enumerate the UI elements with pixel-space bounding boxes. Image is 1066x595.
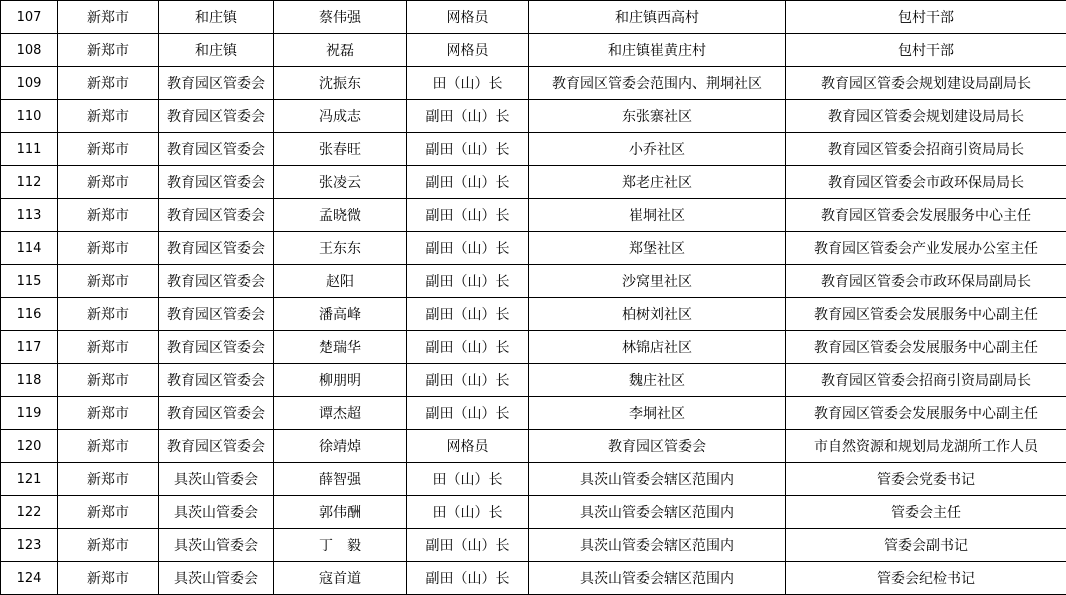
town-cell: 教育园区管委会 xyxy=(159,298,274,331)
serial-number-cell: 111 xyxy=(1,133,58,166)
responsible-area-cell: 具茨山管委会辖区范围内 xyxy=(529,562,786,595)
city-cell: 新郑市 xyxy=(58,133,159,166)
role-cell: 田（山）长 xyxy=(407,463,529,496)
job-title-cell: 教育园区管委会发展服务中心副主任 xyxy=(786,331,1066,364)
table-row xyxy=(1,430,1066,463)
city-cell: 新郑市 xyxy=(58,199,159,232)
responsible-area-cell: 林锦店社区 xyxy=(529,331,786,364)
city-cell: 新郑市 xyxy=(58,265,159,298)
town-cell: 教育园区管委会 xyxy=(159,133,274,166)
town-cell: 和庄镇 xyxy=(159,34,274,67)
role-cell: 网格员 xyxy=(407,34,529,67)
town-cell: 教育园区管委会 xyxy=(159,67,274,100)
table-row xyxy=(1,34,1066,67)
responsible-area-cell: 和庄镇西高村 xyxy=(529,1,786,34)
job-title-cell: 教育园区管委会发展服务中心主任 xyxy=(786,199,1066,232)
serial-number-cell: 115 xyxy=(1,265,58,298)
person-name-cell: 孟晓微 xyxy=(274,199,407,232)
person-name-cell: 蔡伟强 xyxy=(274,1,407,34)
town-cell: 教育园区管委会 xyxy=(159,430,274,463)
job-title-cell: 市自然资源和规划局龙湖所工作人员 xyxy=(786,430,1066,463)
serial-number-cell: 121 xyxy=(1,463,58,496)
city-cell: 新郑市 xyxy=(58,100,159,133)
table-row xyxy=(1,100,1066,133)
person-name-cell: 丁 毅 xyxy=(274,529,407,562)
city-cell: 新郑市 xyxy=(58,67,159,100)
serial-number-cell: 108 xyxy=(1,34,58,67)
responsible-area-cell: 沙窝里社区 xyxy=(529,265,786,298)
job-title-cell: 教育园区管委会招商引资局副局长 xyxy=(786,364,1066,397)
job-title-cell: 管委会纪检书记 xyxy=(786,562,1066,595)
role-cell: 网格员 xyxy=(407,430,529,463)
table-row xyxy=(1,67,1066,100)
table-row xyxy=(1,496,1066,529)
person-name-cell: 沈振东 xyxy=(274,67,407,100)
city-cell: 新郑市 xyxy=(58,430,159,463)
city-cell: 新郑市 xyxy=(58,562,159,595)
serial-number-cell: 116 xyxy=(1,298,58,331)
job-title-cell: 管委会副书记 xyxy=(786,529,1066,562)
job-title-cell: 教育园区管委会市政环保局局长 xyxy=(786,166,1066,199)
responsible-area-cell: 郑老庄社区 xyxy=(529,166,786,199)
job-title-cell: 教育园区管委会发展服务中心副主任 xyxy=(786,298,1066,331)
person-name-cell: 郭伟酬 xyxy=(274,496,407,529)
serial-number-cell: 107 xyxy=(1,1,58,34)
responsible-area-cell: 柏树刘社区 xyxy=(529,298,786,331)
person-name-cell: 祝磊 xyxy=(274,34,407,67)
job-title-cell: 教育园区管委会市政环保局副局长 xyxy=(786,265,1066,298)
town-cell: 教育园区管委会 xyxy=(159,364,274,397)
person-name-cell: 赵阳 xyxy=(274,265,407,298)
serial-number-cell: 124 xyxy=(1,562,58,595)
person-name-cell: 楚瑞华 xyxy=(274,331,407,364)
role-cell: 副田（山）长 xyxy=(407,133,529,166)
role-cell: 网格员 xyxy=(407,1,529,34)
city-cell: 新郑市 xyxy=(58,529,159,562)
job-title-cell: 教育园区管委会招商引资局局长 xyxy=(786,133,1066,166)
job-title-cell: 包村干部 xyxy=(786,34,1066,67)
role-cell: 副田（山）长 xyxy=(407,166,529,199)
town-cell: 和庄镇 xyxy=(159,1,274,34)
job-title-cell: 管委会主任 xyxy=(786,496,1066,529)
job-title-cell: 教育园区管委会规划建设局局长 xyxy=(786,100,1066,133)
role-cell: 副田（山）长 xyxy=(407,232,529,265)
job-title-cell: 包村干部 xyxy=(786,1,1066,34)
table-row xyxy=(1,562,1066,595)
city-cell: 新郑市 xyxy=(58,463,159,496)
city-cell: 新郑市 xyxy=(58,232,159,265)
responsible-area-cell: 崔垌社区 xyxy=(529,199,786,232)
town-cell: 教育园区管委会 xyxy=(159,331,274,364)
responsible-area-cell: 教育园区管委会范围内、荆垌社区 xyxy=(529,67,786,100)
person-name-cell: 柳朋明 xyxy=(274,364,407,397)
city-cell: 新郑市 xyxy=(58,331,159,364)
town-cell: 教育园区管委会 xyxy=(159,166,274,199)
role-cell: 田（山）长 xyxy=(407,496,529,529)
person-name-cell: 冯成志 xyxy=(274,100,407,133)
serial-number-cell: 113 xyxy=(1,199,58,232)
role-cell: 副田（山）长 xyxy=(407,100,529,133)
town-cell: 教育园区管委会 xyxy=(159,265,274,298)
city-cell: 新郑市 xyxy=(58,166,159,199)
responsible-area-cell: 魏庄社区 xyxy=(529,364,786,397)
serial-number-cell: 123 xyxy=(1,529,58,562)
role-cell: 田（山）长 xyxy=(407,67,529,100)
table-row xyxy=(1,265,1066,298)
responsible-area-cell: 李垌社区 xyxy=(529,397,786,430)
responsible-area-cell: 和庄镇崔黄庄村 xyxy=(529,34,786,67)
table-row xyxy=(1,397,1066,430)
serial-number-cell: 110 xyxy=(1,100,58,133)
city-cell: 新郑市 xyxy=(58,364,159,397)
town-cell: 教育园区管委会 xyxy=(159,232,274,265)
role-cell: 副田（山）长 xyxy=(407,331,529,364)
responsible-area-cell: 小乔社区 xyxy=(529,133,786,166)
table-row xyxy=(1,133,1066,166)
person-name-cell: 潘高峰 xyxy=(274,298,407,331)
serial-number-cell: 117 xyxy=(1,331,58,364)
table-row xyxy=(1,463,1066,496)
serial-number-cell: 118 xyxy=(1,364,58,397)
town-cell: 具茨山管委会 xyxy=(159,562,274,595)
role-cell: 副田（山）长 xyxy=(407,529,529,562)
job-title-cell: 教育园区管委会产业发展办公室主任 xyxy=(786,232,1066,265)
person-name-cell: 徐靖焯 xyxy=(274,430,407,463)
city-cell: 新郑市 xyxy=(58,34,159,67)
role-cell: 副田（山）长 xyxy=(407,199,529,232)
responsible-area-cell: 教育园区管委会 xyxy=(529,430,786,463)
person-name-cell: 谭杰超 xyxy=(274,397,407,430)
town-cell: 具茨山管委会 xyxy=(159,463,274,496)
table-row xyxy=(1,232,1066,265)
person-name-cell: 张春旺 xyxy=(274,133,407,166)
city-cell: 新郑市 xyxy=(58,397,159,430)
responsible-area-cell: 具茨山管委会辖区范围内 xyxy=(529,463,786,496)
job-title-cell: 教育园区管委会规划建设局副局长 xyxy=(786,67,1066,100)
table-row xyxy=(1,199,1066,232)
city-cell: 新郑市 xyxy=(58,496,159,529)
table-row xyxy=(1,331,1066,364)
city-cell: 新郑市 xyxy=(58,298,159,331)
serial-number-cell: 114 xyxy=(1,232,58,265)
table-row xyxy=(1,166,1066,199)
town-cell: 具茨山管委会 xyxy=(159,529,274,562)
responsible-area-cell: 具茨山管委会辖区范围内 xyxy=(529,496,786,529)
town-cell: 具茨山管委会 xyxy=(159,496,274,529)
serial-number-cell: 122 xyxy=(1,496,58,529)
job-title-cell: 教育园区管委会发展服务中心副主任 xyxy=(786,397,1066,430)
role-cell: 副田（山）长 xyxy=(407,265,529,298)
responsible-area-cell: 郑堡社区 xyxy=(529,232,786,265)
town-cell: 教育园区管委会 xyxy=(159,397,274,430)
serial-number-cell: 112 xyxy=(1,166,58,199)
person-name-cell: 寇首道 xyxy=(274,562,407,595)
role-cell: 副田（山）长 xyxy=(407,397,529,430)
role-cell: 副田（山）长 xyxy=(407,364,529,397)
table-row xyxy=(1,1,1066,34)
table-row xyxy=(1,529,1066,562)
table-row xyxy=(1,364,1066,397)
table-body xyxy=(1,1,1066,595)
responsible-area-cell: 具茨山管委会辖区范围内 xyxy=(529,529,786,562)
role-cell: 副田（山）长 xyxy=(407,298,529,331)
town-cell: 教育园区管委会 xyxy=(159,199,274,232)
city-cell: 新郑市 xyxy=(58,1,159,34)
job-title-cell: 管委会党委书记 xyxy=(786,463,1066,496)
person-name-cell: 薛智强 xyxy=(274,463,407,496)
role-cell: 副田（山）长 xyxy=(407,562,529,595)
person-name-cell: 王东东 xyxy=(274,232,407,265)
serial-number-cell: 120 xyxy=(1,430,58,463)
serial-number-cell: 109 xyxy=(1,67,58,100)
person-name-cell: 张凌云 xyxy=(274,166,407,199)
table-row xyxy=(1,298,1066,331)
town-cell: 教育园区管委会 xyxy=(159,100,274,133)
responsible-area-cell: 东张寨社区 xyxy=(529,100,786,133)
serial-number-cell: 119 xyxy=(1,397,58,430)
